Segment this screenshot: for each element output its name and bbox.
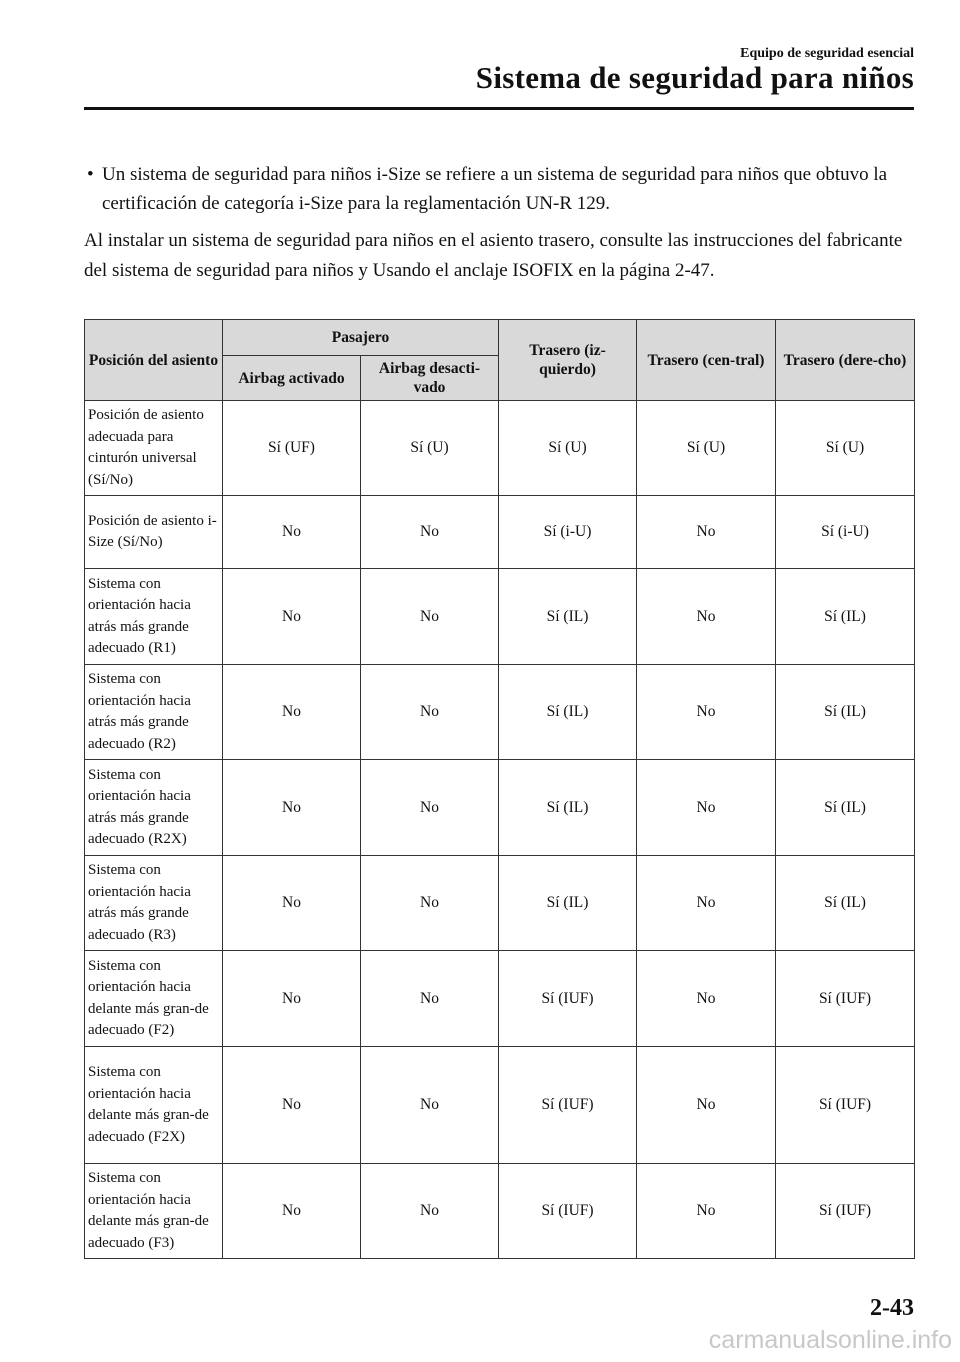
- header-position: Posición del asiento: [85, 320, 223, 401]
- table-row: [85, 569, 915, 665]
- row-label: Sistema con orientación hacia atrás más grande adecuado (R2X): [85, 760, 223, 856]
- cell-airbag-on: No: [223, 1047, 361, 1164]
- cell-airbag-on: Sí (UF): [223, 401, 361, 496]
- cell-airbag-off: No: [361, 569, 499, 665]
- cell-airbag-off: No: [361, 951, 499, 1047]
- bullet-dot-icon: •: [87, 164, 94, 185]
- table-row: [85, 760, 915, 856]
- cell-rear-right: Sí (IL): [776, 665, 915, 760]
- cell-rear-right: Sí (IUF): [776, 1164, 915, 1259]
- title-rule: [84, 107, 914, 110]
- cell-rear-center: No: [637, 496, 776, 569]
- cell-airbag-off: Sí (U): [361, 401, 499, 496]
- row-label: Sistema con orientación hacia delante más gran-de adecuado (F3): [85, 1164, 223, 1259]
- cell-airbag-on: No: [223, 951, 361, 1047]
- cell-airbag-on: No: [223, 569, 361, 665]
- table-row: [85, 856, 915, 951]
- bullet-paragraph: [84, 160, 914, 218]
- cell-airbag-off: No: [361, 1047, 499, 1164]
- cell-airbag-off: No: [361, 760, 499, 856]
- cell-rear-right: Sí (IUF): [776, 951, 915, 1047]
- seating-table: [84, 319, 915, 1259]
- cell-airbag-off: No: [361, 856, 499, 951]
- cell-rear-right: Sí (i-U): [776, 496, 915, 569]
- header-airbag-on: Airbag activado: [223, 356, 361, 401]
- cell-rear-center: Sí (U): [637, 401, 776, 496]
- row-label: Sistema con orientación hacia atrás más grande adecuado (R3): [85, 856, 223, 951]
- cell-airbag-on: No: [223, 1164, 361, 1259]
- header-rear-right: Trasero (dere-cho): [776, 320, 915, 401]
- cell-rear-left: Sí (U): [499, 401, 637, 496]
- header-airbag-off: Airbag desacti-vado: [361, 356, 499, 401]
- header-rear-center: Trasero (cen-tral): [637, 320, 776, 401]
- page-number: 2-43: [870, 1295, 914, 1321]
- cell-airbag-off: No: [361, 665, 499, 760]
- row-label: Posición de asiento adecuada para cinturón universal (Sí/No): [85, 401, 223, 496]
- table-row: [85, 496, 915, 569]
- cell-rear-center: No: [637, 569, 776, 665]
- header-passenger: Pasajero: [223, 320, 499, 356]
- watermark-link[interactable]: carmanualsonline.info: [708, 1326, 952, 1354]
- cell-airbag-on: No: [223, 665, 361, 760]
- cell-rear-left: Sí (IL): [499, 665, 637, 760]
- cell-rear-left: Sí (IUF): [499, 1164, 637, 1259]
- cell-rear-right: Sí (IL): [776, 856, 915, 951]
- page-title: Sistema de seguridad para niños: [475, 60, 914, 95]
- cell-airbag-off: No: [361, 496, 499, 569]
- row-label: Sistema con orientación hacia delante más gran-de adecuado (F2X): [85, 1047, 223, 1164]
- table-row: [85, 665, 915, 760]
- row-label: Posición de asiento i-Size (Sí/No): [85, 496, 223, 569]
- intro-paragraph: Al instalar un sistema de seguridad para niños en el asiento trasero, consulte las instrucciones del fabricante del sistema de seguridad para niños y Usando el anclaje ISOFIX en la página 2-47.: [84, 230, 903, 281]
- cell-airbag-off: No: [361, 1164, 499, 1259]
- cell-airbag-on: No: [223, 496, 361, 569]
- cell-rear-left: Sí (i-U): [499, 496, 637, 569]
- cell-rear-left: Sí (IL): [499, 569, 637, 665]
- cell-rear-center: No: [637, 951, 776, 1047]
- cell-rear-right: Sí (U): [776, 401, 915, 496]
- header-rear-left: Trasero (iz-quierdo): [499, 320, 637, 401]
- cell-rear-right: Sí (IUF): [776, 1047, 915, 1164]
- section-label: Equipo de seguridad esencial: [740, 46, 914, 61]
- table-row: [85, 401, 915, 496]
- cell-rear-center: No: [637, 856, 776, 951]
- table-row: [85, 1047, 915, 1164]
- cell-rear-center: No: [637, 760, 776, 856]
- cell-rear-right: Sí (IL): [776, 569, 915, 665]
- cell-rear-left: Sí (IUF): [499, 951, 637, 1047]
- bullet-text: Un sistema de seguridad para niños i-Size se refiere a un sistema de seguridad para niños que obtuvo la certificación de categoría i-Size para la reglamentación UN-R 129.: [102, 164, 888, 214]
- cell-rear-center: No: [637, 1047, 776, 1164]
- row-label: Sistema con orientación hacia atrás más grande adecuado (R2): [85, 665, 223, 760]
- row-label: Sistema con orientación hacia delante más gran-de adecuado (F2): [85, 951, 223, 1047]
- cell-airbag-on: No: [223, 856, 361, 951]
- cell-rear-right: Sí (IL): [776, 760, 915, 856]
- row-label: Sistema con orientación hacia atrás más grande adecuado (R1): [85, 569, 223, 665]
- cell-rear-center: No: [637, 1164, 776, 1259]
- cell-airbag-on: No: [223, 760, 361, 856]
- table-row: [85, 1164, 915, 1259]
- cell-rear-center: No: [637, 665, 776, 760]
- table-row: [85, 951, 915, 1047]
- cell-rear-left: Sí (IL): [499, 760, 637, 856]
- cell-rear-left: Sí (IL): [499, 856, 637, 951]
- cell-rear-left: Sí (IUF): [499, 1047, 637, 1164]
